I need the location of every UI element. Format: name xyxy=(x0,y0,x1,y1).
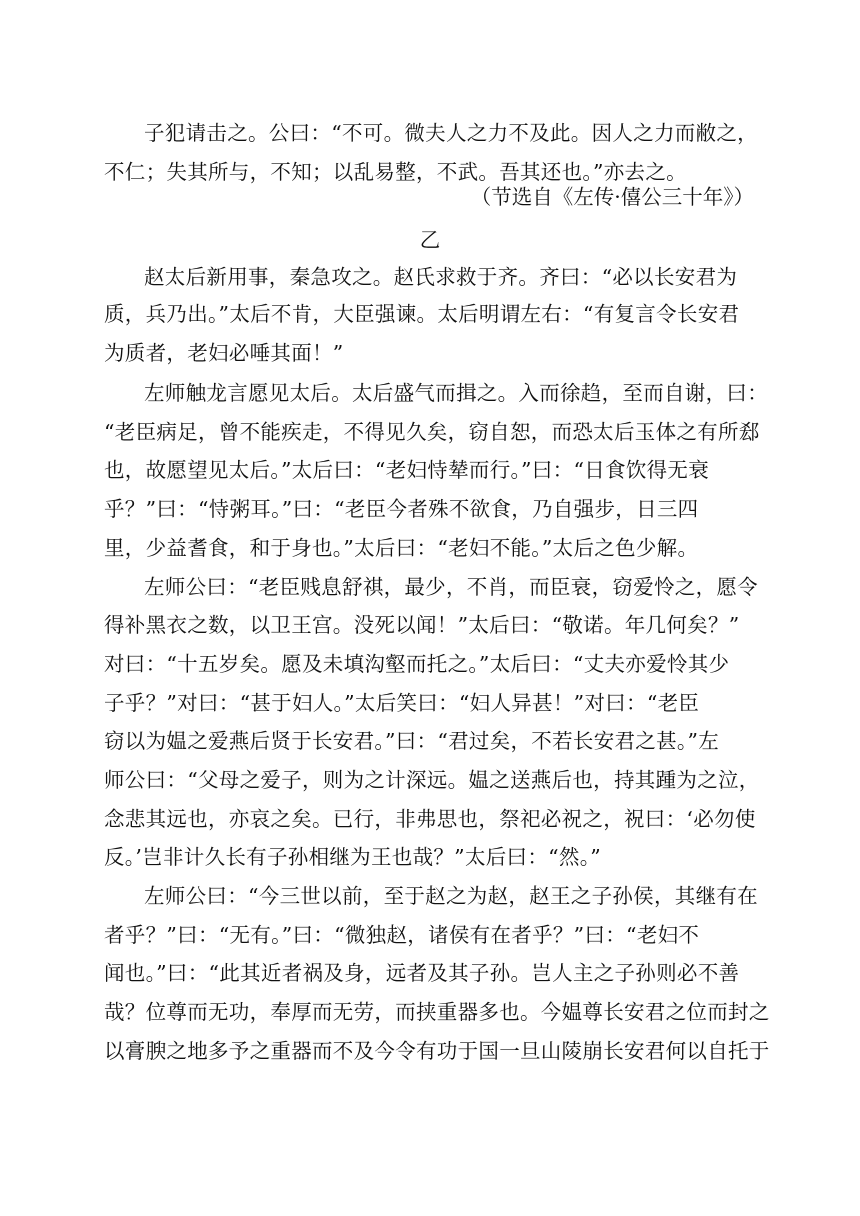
text-line: 不仁；失其所与，不知；以乱易整，不武。吾其还也。”亦去之。 xyxy=(104,160,687,184)
text-line: 左师触龙言愿见太后。太后盛气而揖之。入而徐趋，至而自谢，曰： xyxy=(144,381,768,405)
text-line: 者乎？”曰：“无有。”曰：“微独赵，诸侯有在者乎？”曰：“老妇不 xyxy=(104,923,700,947)
text-line: 也，故愿望见太后。”太后曰：“老妇恃辇而行。”曰：“日食饮得无衰 xyxy=(104,458,710,482)
text-line: 对曰：“十五岁矣。愿及未填沟壑而托之。”太后曰：“丈夫亦爱怜其少 xyxy=(104,652,730,676)
text-line: 师公曰：“父母之爱子，则为之计深远。媪之送燕后也，持其踵为之泣， xyxy=(104,768,760,792)
text-line: 为质者，老妇必唾其面！” xyxy=(104,341,344,365)
text-line: 质，兵乃出。”太后不肯，大臣强谏。太后明谓左右：“有复言令长安君 xyxy=(104,302,740,326)
text-line: 哉？位尊而无功，奉厚而无劳，而挟重器多也。今媪尊长安君之位而封之 xyxy=(104,1000,770,1024)
text-line: 子犯请击之。公曰：“不可。微夫人之力不及此。因人之力而敝之， xyxy=(144,121,758,145)
section-heading: 乙 xyxy=(419,228,441,252)
text-line: 闻也。”曰：“此其近者祸及身，远者及其子孙。岂人主之子孙则必不善 xyxy=(104,961,740,985)
text-line: 子乎？”对曰：“甚于妇人。”太后笑曰：“妇人异甚！”对曰：“老臣 xyxy=(104,691,700,715)
text-line: 窃以为媪之爱燕后贤于长安君。”曰：“君过矣，不若长安君之甚。”左 xyxy=(104,729,720,753)
text-line: 赵太后新用事，秦急攻之。赵氏求救于齐。齐曰：“必以长安君为 xyxy=(144,265,738,289)
text-line: 得补黑衣之数，以卫王宫。没死以闻！”太后曰：“敬诺。年几何矣？” xyxy=(104,613,740,637)
text-line: “老臣病足，曾不能疾走，不得见久矣，窃自恕，而恐太后玉体之有所郄 xyxy=(104,420,760,444)
text-line: 以膏腴之地多予之重器而不及今令有功于国一旦山陵崩长安君何以自托于 xyxy=(104,1039,770,1063)
text-line: 念悲其远也，亦哀之矣。已行，非弗思也，祭祀必祝之，祝曰：‘必勿使 xyxy=(104,807,756,831)
text-line: 乎？”曰：“恃粥耳。”曰：“老臣今者殊不欲食，乃自强步，日三四 xyxy=(104,497,699,521)
text-line: 里，少益耆食，和于身也。”太后曰：“老妇不能。”太后之色少解。 xyxy=(104,536,699,560)
source-citation: （节选自《左传·僖公三十年》） xyxy=(470,185,754,209)
text-line: 左师公曰：“今三世以前，至于赵之为赵，赵王之子孙侯，其继有在 xyxy=(144,884,758,908)
text-line: 左师公曰：“老臣贱息舒祺，最少，不肖，而臣衰，窃爱怜之，愿令 xyxy=(144,575,758,599)
text-line: 反。’岂非计久长有子孙相继为王也哉？”太后曰：“然。” xyxy=(104,845,602,869)
